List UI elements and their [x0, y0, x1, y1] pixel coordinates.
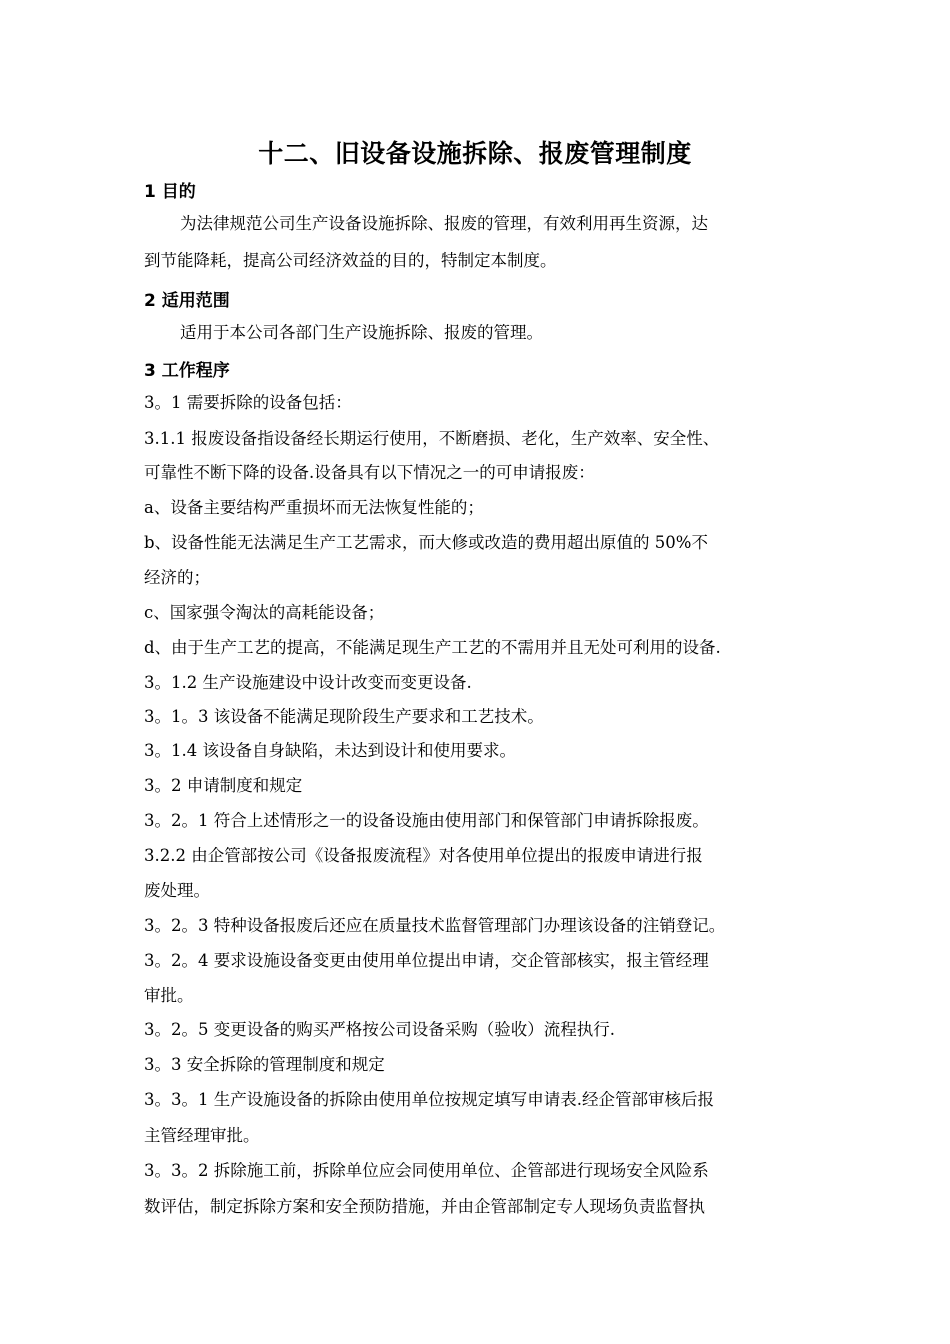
paragraph-line: d、由于生产工艺的提高，不能满足现生产工艺的不需用并且无处可利用的设备.: [144, 638, 721, 657]
section-heading-scope: 2 适用范围: [144, 291, 230, 311]
paragraph-line: 数评估，制定拆除方案和安全预防措施，并由企管部制定专人现场负责监督执: [144, 1197, 705, 1216]
paragraph-line: 3。2。5 变更设备的购买严格按公司设备采购（验收）流程执行.: [144, 1020, 615, 1039]
paragraph-line: 3。3。1 生产设施设备的拆除由使用单位按规定填写申请表.经企管部审核后报: [144, 1090, 714, 1109]
paragraph-line: 为法律规范公司生产设备设施拆除、报废的管理，有效利用再生资源，达: [180, 214, 708, 233]
paragraph-line: 废处理。: [144, 881, 210, 900]
paragraph-line: c、国家强令淘汰的高耗能设备；: [144, 603, 385, 622]
paragraph-line: 经济的；: [144, 568, 210, 587]
document-title: 十二、旧设备设施拆除、报废管理制度: [258, 139, 692, 168]
paragraph-line: 审批。: [144, 986, 194, 1005]
paragraph-line: 3。3。2 拆除施工前，拆除单位应会同使用单位、企管部进行现场安全风险系: [144, 1161, 709, 1180]
paragraph-line: 3。2。4 要求设施设备变更由使用单位提出申请，交企管部核实，报主管经理: [144, 951, 709, 970]
paragraph-line: 主管经理审批。: [144, 1126, 260, 1145]
paragraph-line: 3。2。1 符合上述情形之一的设备设施由使用部门和保管部门申请拆除报废。: [144, 811, 709, 830]
section-heading-purpose: 1 目的: [144, 182, 196, 202]
paragraph-line: 可靠性不断下降的设备.设备具有以下情况之一的可申请报废：: [144, 463, 595, 482]
paragraph-line: 3。3 安全拆除的管理制度和规定: [144, 1055, 385, 1074]
paragraph-line: 3。2 申请制度和规定: [144, 776, 303, 795]
paragraph-line: 3。1。3 该设备不能满足现阶段生产要求和工艺技术。: [144, 707, 544, 726]
paragraph-line: 到节能降耗，提高公司经济效益的目的，特制定本制度。: [144, 251, 557, 270]
paragraph-line: 3。1.4 该设备自身缺陷，未达到设计和使用要求。: [144, 741, 516, 760]
paragraph-line: 3.1.1 报废设备指设备经长期运行使用，不断磨损、老化，生产效率、安全性、: [144, 429, 720, 448]
paragraph-line: a、设备主要结构严重损坏而无法恢复性能的；: [144, 498, 484, 517]
section-heading-procedure: 3 工作程序: [144, 361, 230, 381]
paragraph-line: 3。1 需要拆除的设备包括：: [144, 393, 352, 412]
paragraph-line: 适用于本公司各部门生产设施拆除、报废的管理。: [180, 323, 543, 342]
paragraph-line: 3。1.2 生产设施建设中设计改变而变更设备.: [144, 673, 472, 692]
paragraph-line: b、设备性能无法满足生产工艺需求，而大修或改造的费用超出原值的 50%不: [144, 533, 708, 552]
paragraph-line: 3.2.2 由企管部按公司《设备报废流程》对各使用单位提出的报废申请进行报: [144, 846, 703, 865]
paragraph-line: 3。2。3 特种设备报废后还应在质量技术监督管理部门办理该设备的注销登记。: [144, 916, 726, 935]
